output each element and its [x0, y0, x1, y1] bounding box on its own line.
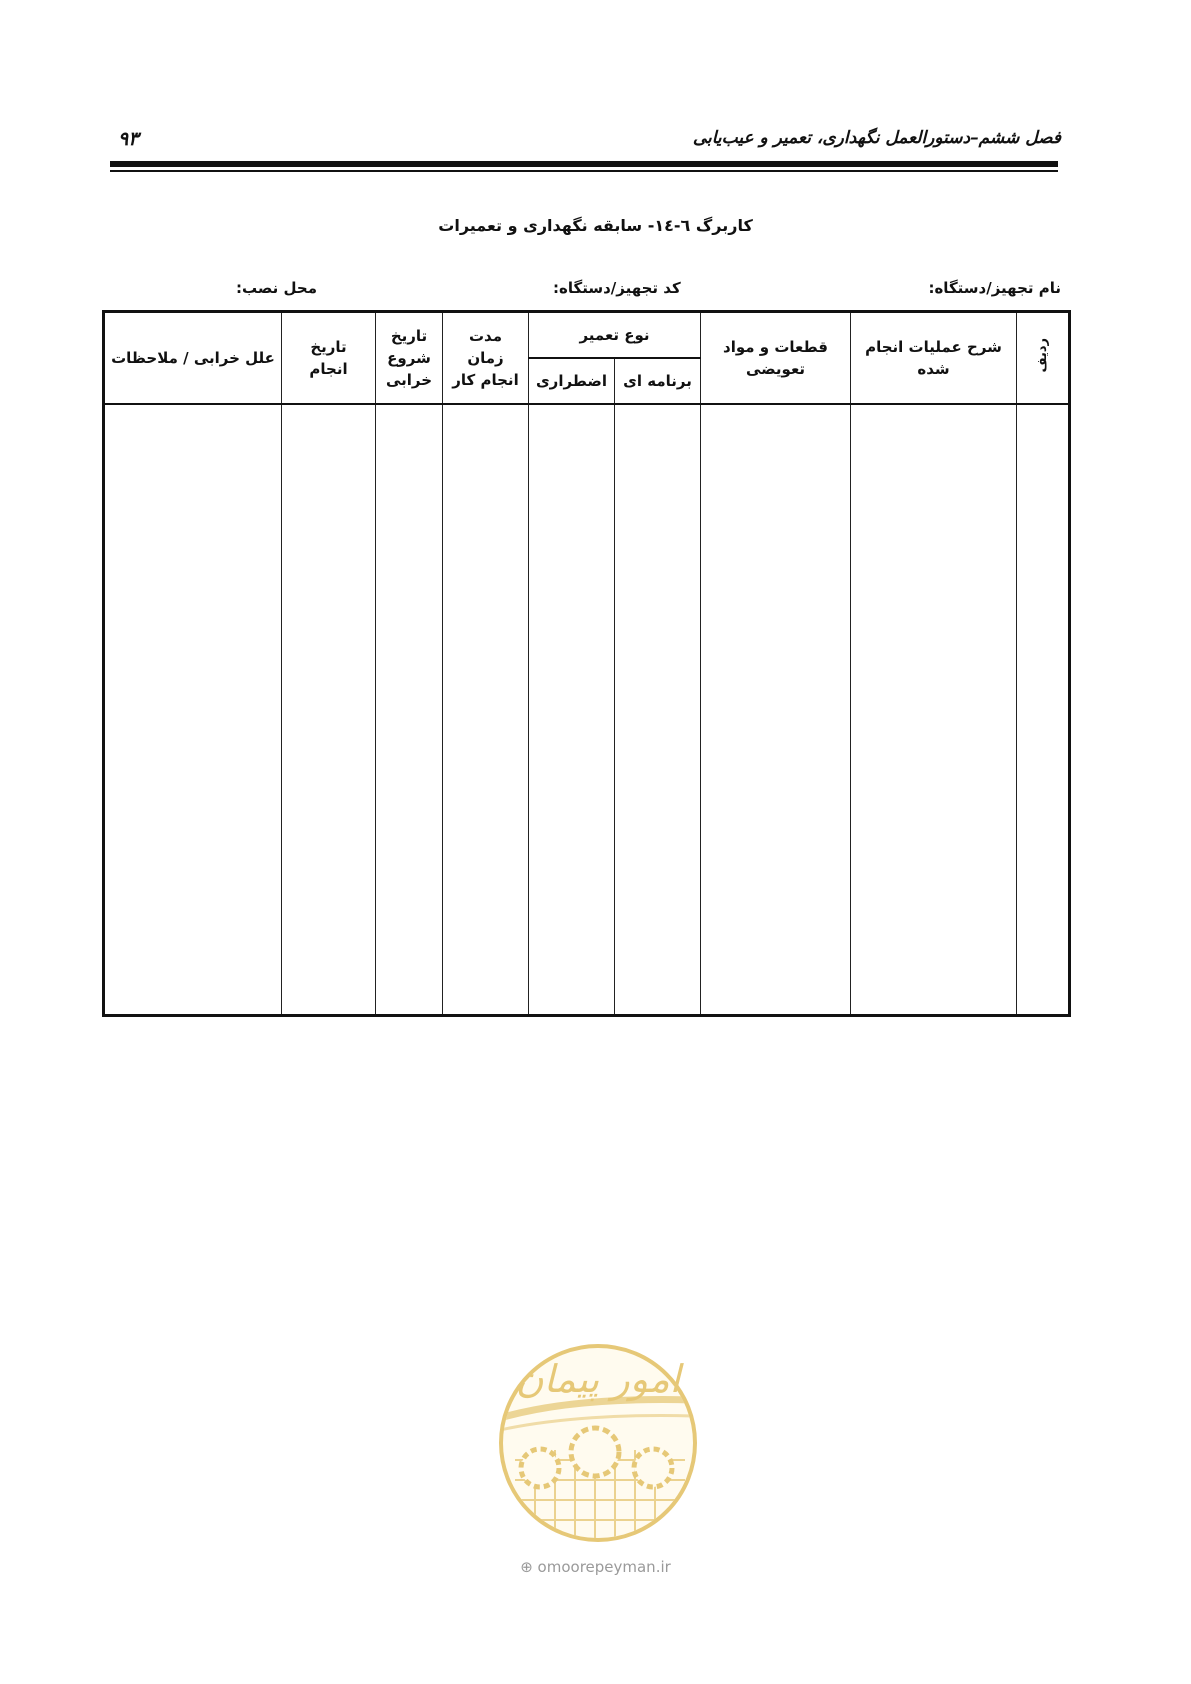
gear-center-icon: [571, 1428, 619, 1476]
equipment-name-label: نام تجهیز/دستگاه:: [928, 279, 1061, 297]
header-rule-thick: [110, 161, 1058, 167]
cell-operation-desc[interactable]: [851, 404, 1017, 1016]
header-done-date: تاریخ انجام: [282, 312, 376, 405]
chapter-title: فصل ششم–دستورالعمل نگهداری، تعمیر و عیب‌یابی: [692, 128, 1061, 148]
cell-duration[interactable]: [443, 404, 529, 1016]
equipment-code-label: کد تجهیز/دستگاه:: [553, 279, 681, 297]
header-causes-notes: علل خرابی / ملاحظات: [104, 312, 282, 405]
gear-left-icon: [521, 1449, 559, 1487]
header-emergency: اضطراری: [529, 358, 615, 404]
page-number: ۹۳: [118, 128, 139, 150]
header-operation-desc: شرح عملیات انجام شده: [851, 312, 1017, 405]
cell-planned[interactable]: [615, 404, 701, 1016]
cell-causes-notes[interactable]: [104, 404, 282, 1016]
header-parts: قطعات و مواد تعویضی: [701, 312, 851, 405]
header-fault-start-date: تاریخ شروع خرابی: [376, 312, 443, 405]
table-row: [104, 404, 1070, 1016]
cell-emergency[interactable]: [529, 404, 615, 1016]
header-repair-type: نوع تعمیر: [529, 312, 701, 359]
watermark-url-text: omoorepeyman.ir: [537, 1558, 671, 1576]
header-row-no: ردیف: [1017, 312, 1070, 405]
gear-right-icon: [634, 1449, 672, 1487]
logo-brand-text: امور پیمان: [515, 1357, 681, 1401]
header-duration: مدت زمان انجام کار: [443, 312, 529, 405]
omoorepeyman-logo: [495, 1340, 701, 1550]
cell-parts[interactable]: [701, 404, 851, 1016]
cell-row-no[interactable]: [1017, 404, 1070, 1016]
header-rule-thin: [110, 170, 1058, 172]
install-location-label: محل نصب:: [236, 279, 317, 297]
cell-done-date[interactable]: [282, 404, 376, 1016]
form-title: کاربرگ ٦-١٤- سابقه نگهداری و تعمیرات: [438, 216, 753, 235]
cell-fault-start-date[interactable]: [376, 404, 443, 1016]
header-planned: برنامه ای: [615, 358, 701, 404]
watermark-url: [0, 1558, 1191, 1576]
maintenance-log-table: [102, 310, 1071, 1017]
globe-icon: ⊕: [520, 1558, 533, 1576]
